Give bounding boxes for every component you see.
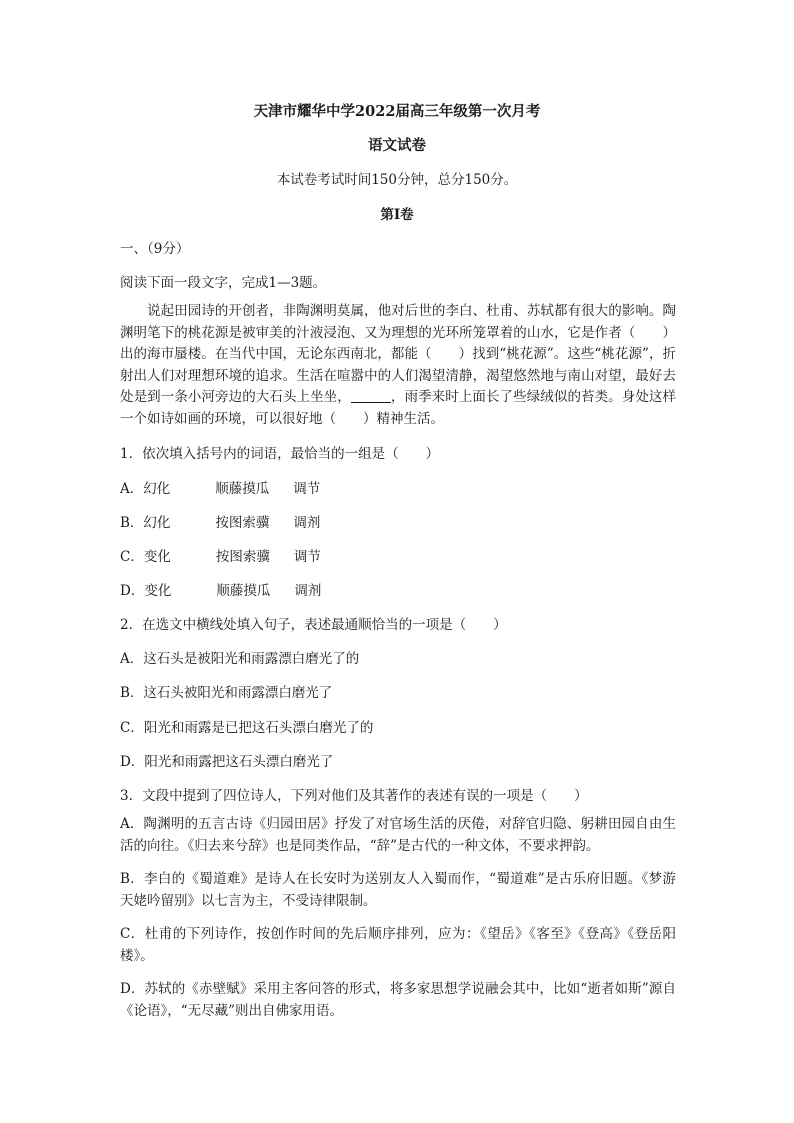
question-2-option-c: C．阳光和雨露是已把这石头漂白磨光了的 [120, 720, 374, 736]
option-word-2: 按图索骥 [215, 549, 270, 565]
question-2-option-b: B．这石头被阳光和雨露漂白磨光了 [120, 685, 333, 701]
question-1-option-c [120, 545, 321, 565]
exam-title: 天津市耀华中学2022届高三年级第一次月考 [253, 103, 541, 120]
section-instruction: 阅读下面一段文字，完成1—3题。 [120, 275, 327, 291]
option-letter: B． [120, 515, 144, 531]
option-word-1: 变化 [143, 549, 171, 565]
question-2-option-a: A．这石头是被阳光和雨露漂白磨光了的 [120, 651, 360, 667]
option-word-2: 顺藤摸瓜 [215, 481, 270, 497]
option-letter: A． [120, 481, 144, 497]
question-3-option-c: C．杜甫的下列诗作，按创作时间的先后顺序排列，应为：《望岳》《客至》《登高》《登岳阳楼》。 [120, 926, 676, 964]
option-word-3: 调节 [293, 549, 321, 565]
question-1-stem: 1．依次填入括号内的词语，最恰当的一组是（ ） [120, 446, 440, 462]
question-3-option-d: D．苏轼的《赤壁赋》采用主客问答的形式，将多家思想学说融会其中，比如“逝者如斯”源自《论语》，“无尽藏”则出自佛家用语。 [120, 981, 676, 1019]
passage-blank [351, 389, 391, 404]
option-word-2: 按图索骥 [215, 515, 270, 531]
option-word-1: 幻化 [143, 515, 171, 531]
option-word-1: 幻化 [143, 481, 171, 497]
question-2-stem: 2．在选文中横线处填入句子，表述最通顺恰当的一项是（ ） [120, 617, 507, 633]
option-word-2: 顺藤摸瓜 [216, 583, 271, 599]
question-2-option-d: D．阳光和雨露把这石头漂白磨光了 [120, 754, 334, 770]
question-3-option-b: B．李白的《蜀道难》是诗人在长安时为送别友人入蜀而作，“蜀道难”是古乐府旧题。《梦游天姥吟留别》以七言为主，不受诗律限制。 [120, 871, 676, 909]
question-3-stem: 3．文段中提到了四位诗人，下列对他们及其著作的表述有误的一项是（ ） [120, 788, 588, 804]
exam-subtitle: 语文试卷 [368, 137, 426, 154]
section-heading: 一、（9分） [120, 241, 190, 257]
option-word-3: 调节 [293, 481, 321, 497]
passage-part-2: ，雨季来时上面长了些绿绒似的苔类。身处这样一个如诗如画的环境，可以很好地（ ）精神生活。 [120, 389, 677, 427]
option-word-1: 变化 [144, 583, 172, 599]
volume-heading: 第Ⅰ卷 [380, 207, 414, 223]
option-letter: C． [120, 549, 144, 565]
question-1-option-b [120, 511, 320, 531]
passage-part-1: 说起田园诗的开创者，非陶渊明莫属，他对后世的李白、杜甫、苏轼都有很大的影响。陶渊明笔下的桃花源是被审美的汁液浸泡、又为理想的光环所笼罩着的山水，它是作者（ ）出的海市蜃楼。在当代中国，无论东西南北，都能（ ）找到“桃花源”。这些“桃花源”，折射出人们对理想环境的追求。生活在喧嚣中的人们渴望清静，渴望悠然地与南山对望，最好去处是到一条小河旁边的大石头上坐坐， [120, 303, 676, 405]
option-word-3: 调剂 [294, 583, 322, 599]
question-1-option-a [120, 477, 320, 497]
question-3-option-a: A．陶渊明的五言古诗《归园田居》抒发了对官场生活的厌倦，对辞官归隐、躬耕田园自由生活的向往。《归去来兮辞》也是同类作品，“辞”是古代的一种文体，不要求押韵。 [120, 816, 676, 854]
question-1-option-d [120, 579, 321, 599]
option-letter: D． [120, 583, 145, 599]
exam-note: 本试卷考试时间150分钟，总分150分。 [276, 172, 518, 188]
option-word-3: 调剂 [293, 515, 321, 531]
reading-passage [120, 301, 676, 430]
